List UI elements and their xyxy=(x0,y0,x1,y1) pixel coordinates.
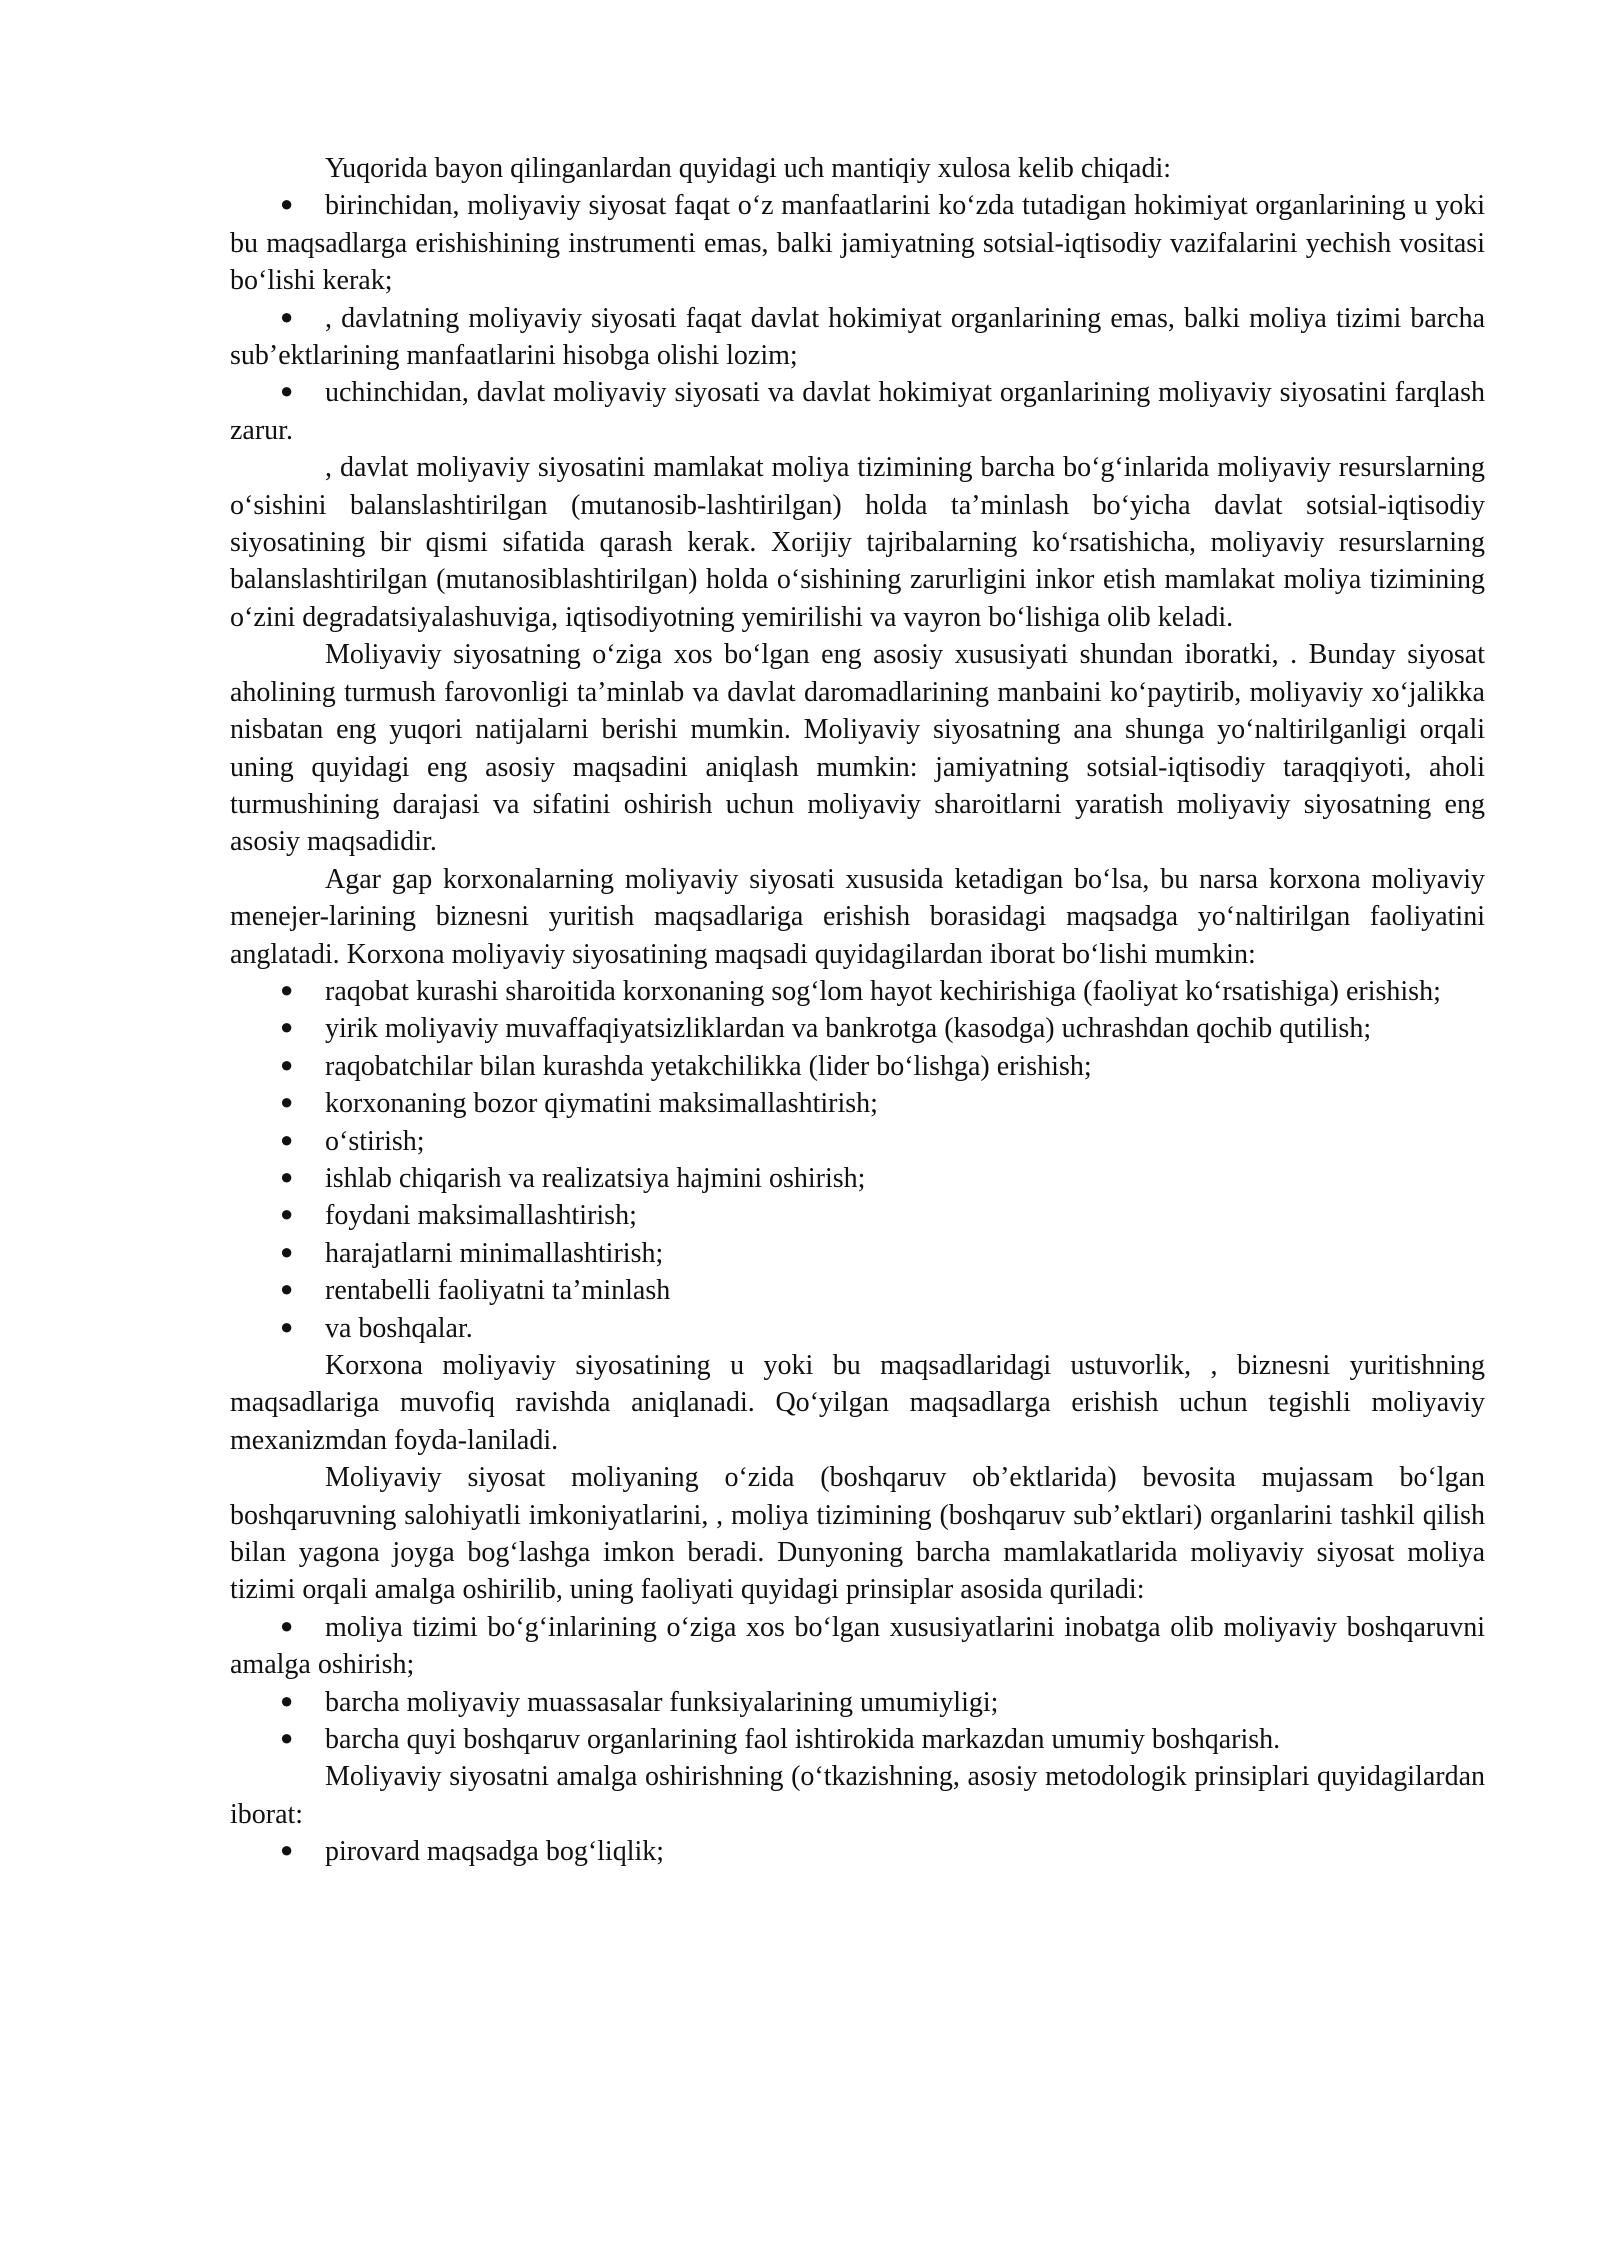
list-item-text: yirik moliyaviy muvaffaqiyatsizliklardan va bankrotga (kasodga) uchrashdan qochib qutilish; xyxy=(325,1013,1372,1045)
list-item-text: raqobatchilar bilan kurashda yetakchilikka (lider bo‘lishga) erishish; xyxy=(325,1050,1092,1082)
list-item-text: o‘stirish; xyxy=(325,1125,425,1157)
bullet-icon: ● xyxy=(280,1201,294,1227)
list-item xyxy=(230,1123,1485,1160)
bullet-icon: ● xyxy=(280,1238,294,1264)
document-page xyxy=(230,150,1485,1871)
paragraph: Korxona moliyaviy siyosatining u yoki bu maqsadlaridagi ustuvorlik, , biznesni yuritishning maqsadlariga muvofiq ravishda aniqlanadi. Qo‘yilgan maqsadlarga erishish uchun tegishli moliyaviy mexanizmdan foyda-laniladi. xyxy=(230,1350,1485,1456)
bullet-icon: ● xyxy=(280,1163,294,1189)
list-item xyxy=(230,1197,1485,1234)
list-item xyxy=(230,374,1485,449)
bullet-icon: ● xyxy=(280,976,294,1002)
bullet-icon: ● xyxy=(280,1126,294,1152)
bullet-icon: ● xyxy=(280,1014,294,1040)
bullet-icon: ● xyxy=(280,1276,294,1302)
list-item-text: raqobat kurashi sharoitida korxonaning sog‘lom hayot kechirishiga (faoliyat ko‘rsatishiga) erishish; xyxy=(325,975,1441,1007)
paragraph: Agar gap korxonalarning moliyaviy siyosati xususida ketadigan bo‘lsa, bu narsa korxona moliyaviy menejer-larining biznesni yuritish maqsadlariga erishish borasidagi maqsadga yo‘naltirilgan faoliyatini anglatadi. Korxona moliyaviy siyosatining maqsadi quyidagilardan iborat bo‘lishi mumkin: xyxy=(230,863,1485,970)
paragraph: , davlat moliyaviy siyosatini mamlakat moliya tizimining barcha bo‘g‘inlarida moliyaviy resurslarning o‘sishini balanslashtirilgan (mutanosib-lashtirilgan) holda ta’minlash bo‘yicha davlat sotsial-iqtisodiy siyosatining bir qismi sifatida qarash kerak. Xorijiy tajribalarning ko‘rsatishicha, moliyaviy resurslarning balanslashtirilgan (mutanosiblashtirilgan) holda o‘sishining zarurligini inkor etish mamlakat moliya tizimining o‘zini degradatsiyalashuviga, iqtisodiyotning yemirilishi va vayron bo‘lishiga olib keladi. xyxy=(230,452,1485,633)
list-item-text: pirovard maqsadga bog‘liqlik; xyxy=(325,1836,665,1868)
list-item-text: , davlatning moliyaviy siyosati faqat davlat hokimiyat organlarining emas, balki moliya tizimi barcha sub’ektlarining manfaatlarini hisobga olishi lozim; xyxy=(230,302,1485,372)
list-item-text: barcha quyi boshqaruv organlarining faol ishtirokida markazdan umumiy boshqarish. xyxy=(325,1724,1281,1756)
list-item xyxy=(230,300,1485,375)
list-item xyxy=(230,1085,1485,1122)
list-item-text: ishlab chiqarish va realizatsiya hajmini oshirish; xyxy=(325,1162,866,1194)
list-item xyxy=(230,187,1485,299)
bullet-icon: ● xyxy=(280,378,294,404)
list-item xyxy=(230,1833,1485,1870)
list-item xyxy=(230,1721,1485,1758)
bullet-icon: ● xyxy=(280,303,294,329)
paragraph: Moliyaviy siyosat moliyaning o‘zida (boshqaruv ob’ektlarida) bevosita mujassam bo‘lgan boshqaruvning salohiyatli imkoniyatlarini, , moliya tizimining (boshqaruv sub’ektlari) organlarini tashkil qilish bilan yagona joyga bog‘lashga imkon beradi. Dunyoning barcha mamlakatlarida moliyaviy siyosat moliya tizimi orqali amalga oshirilib, uning faoliyati quyidagi prinsiplar asosida quriladi: xyxy=(230,1462,1485,1606)
bullet-icon: ● xyxy=(280,191,294,217)
list-item-text: va boshqalar. xyxy=(325,1312,473,1344)
bullet-icon: ● xyxy=(280,1313,294,1339)
paragraph: Moliyaviy siyosatni amalga oshirishning (o‘tkazishning, asosiy metodologik prinsiplari quyidagilardan iborat: xyxy=(230,1761,1485,1830)
list-item-text: moliya tizimi bo‘g‘inlarining o‘ziga xos bo‘lgan xususiyatlarini inobatga olib moliyaviy boshqaruvni amalga oshirish; xyxy=(230,1611,1485,1681)
paragraph: Moliyaviy siyosatning o‘ziga xos bo‘lgan eng asosiy xususiyati shundan iboratki, . Bunday siyosat aholining turmush farovonligi ta’minlab va davlat daromadlarining manbaini ko‘paytirib, moliyaviy xo‘jalikka nisbatan eng yuqori natijalarni berishi mumkin. Moliyaviy siyosatning ana shunga yo‘naltirilganligi orqali uning quyidagi eng asosiy maqsadini aniqlash mumkin: jamiyatning sotsial-iqtisodiy taraqqiyoti, aholi turmushining darajasi va sifatini oshirish uchun moliyaviy sharoitlarni yaratish moliyaviy siyosatning eng asosiy maqsadidir. xyxy=(230,639,1485,858)
list-item-text: barcha moliyaviy muassasalar funksiyalarining umumiyligi; xyxy=(325,1686,999,1718)
list-item-text: foydani maksimallashtirish; xyxy=(325,1200,637,1232)
bullet-icon: ● xyxy=(280,1051,294,1077)
list-item-text: rentabelli faoliyatni ta’minlash xyxy=(325,1275,671,1307)
list-item-text: harajatlarni minimallashtirish; xyxy=(325,1237,664,1269)
bullet-icon: ● xyxy=(280,1089,294,1115)
list-item-text: korxonaning bozor qiymatini maksimallashtirish; xyxy=(325,1088,878,1120)
list-item xyxy=(230,1048,1485,1085)
paragraph: Yuqorida bayon qilinganlardan quyidagi uch mantiqiy xulosa kelib chiqadi: xyxy=(325,153,1172,184)
list-item xyxy=(230,973,1485,1010)
list-item xyxy=(230,1609,1485,1684)
list-item xyxy=(230,1272,1485,1309)
bullet-icon: ● xyxy=(280,1687,294,1713)
bullet-icon: ● xyxy=(280,1612,294,1638)
list-item xyxy=(230,1160,1485,1197)
list-item-text: birinchidan, moliyaviy siyosat faqat o‘z manfaatlarini ko‘zda tutadigan hokimiyat organlarining u yoki bu maqsadlarga erishishining instrumenti emas, balki jamiyatning sotsial-iqtisodiy vazifalarini yechish vositasi bo‘lishi kerak; xyxy=(230,190,1485,297)
list-item-text: uchinchidan, davlat moliyaviy siyosati va davlat hokimiyat organlarining moliyaviy siyosatini farqlash zarur. xyxy=(230,377,1485,446)
bullet-icon: ● xyxy=(280,1725,294,1751)
list-item xyxy=(230,1235,1485,1272)
list-item xyxy=(230,1684,1485,1721)
list-item xyxy=(230,1010,1485,1047)
list-item xyxy=(230,1310,1485,1347)
bullet-icon: ● xyxy=(280,1837,294,1863)
